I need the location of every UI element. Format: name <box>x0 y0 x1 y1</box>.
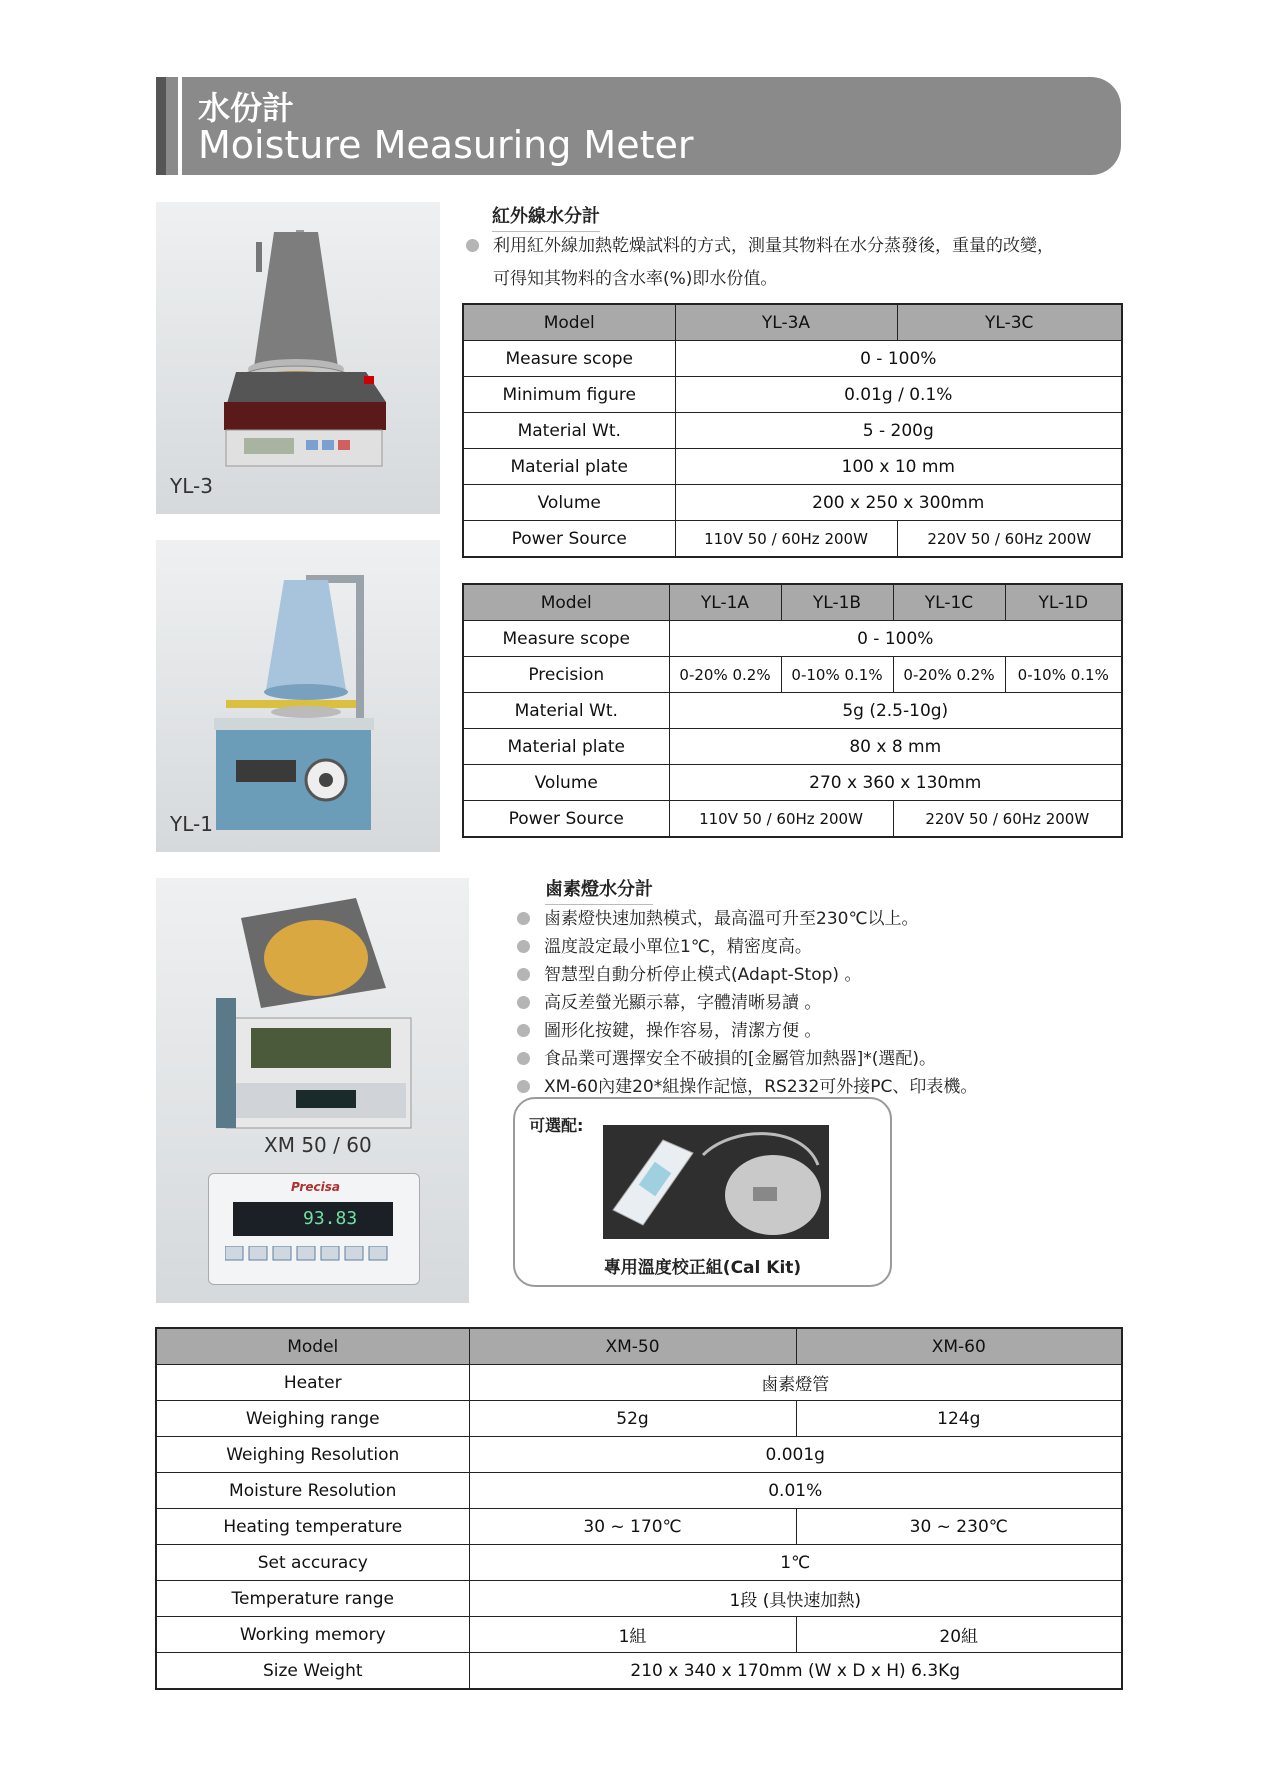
header-cell: XM-50 <box>469 1328 796 1365</box>
table-row <box>463 485 1122 521</box>
table-row <box>156 1437 1122 1473</box>
xm-device-illustration <box>156 878 469 1158</box>
table-row <box>156 1581 1122 1617</box>
row-value: 270 x 360 x 130mm <box>669 765 1122 801</box>
row-value: 1段 (具快速加熱) <box>469 1581 1122 1617</box>
table-row <box>156 1617 1122 1653</box>
bullet-icon <box>517 996 530 1009</box>
table-row <box>156 1328 1122 1365</box>
header-cell: YL-1A <box>669 584 781 621</box>
page-title-en: Moisture Measuring Meter <box>198 123 694 167</box>
bullet-icon <box>517 912 530 925</box>
table-row <box>463 621 1122 657</box>
cal-kit-photo <box>603 1125 829 1239</box>
yl1-device-illustration <box>156 540 440 852</box>
table-row <box>156 1365 1122 1401</box>
row-label: Material plate <box>463 449 675 485</box>
row-label: Temperature range <box>156 1581 469 1617</box>
yl1-spec-table <box>462 583 1123 838</box>
list-item: XM-60內建20*組操作記憶，RS232可外接PC、印表機。 <box>517 1073 977 1101</box>
row-value: 鹵素燈管 <box>469 1365 1122 1401</box>
banner-accent-bar <box>156 77 166 175</box>
yl3-device-illustration <box>156 202 440 514</box>
header-cell: YL-1D <box>1005 584 1122 621</box>
banner-accent-line <box>178 77 182 175</box>
table-row <box>463 801 1122 838</box>
cal-kit-optional-label: 可選配: <box>529 1116 584 1135</box>
row-label: Power Source <box>463 801 669 838</box>
table-row <box>463 729 1122 765</box>
header-cell: Model <box>156 1328 469 1365</box>
row-label: Measure scope <box>463 621 669 657</box>
row-value: 110V 50 / 60Hz 200W <box>675 521 897 558</box>
xm-spec-table <box>155 1327 1123 1690</box>
row-value: 0-10% 0.1% <box>781 657 893 693</box>
xm-label: XM 50 / 60 <box>264 1133 372 1157</box>
header-cell: XM-60 <box>796 1328 1122 1365</box>
header-cell: YL-1B <box>781 584 893 621</box>
row-value: 0-20% 0.2% <box>669 657 781 693</box>
row-value: 0.001g <box>469 1437 1122 1473</box>
row-label: Power Source <box>463 521 675 558</box>
row-value: 210 x 340 x 170mm (W x D x H) 6.3Kg <box>469 1653 1122 1690</box>
row-label: Volume <box>463 485 675 521</box>
table-row <box>156 1653 1122 1690</box>
table-row <box>463 341 1122 377</box>
row-label: Precision <box>463 657 669 693</box>
table-row <box>463 657 1122 693</box>
row-label: Material Wt. <box>463 693 669 729</box>
row-label: Material Wt. <box>463 413 675 449</box>
infrared-desc-cont: 可得知其物料的含水率(%)即水份值。 <box>493 269 778 289</box>
cal-kit-illustration <box>603 1125 829 1239</box>
page-title-zh: 水份計 <box>198 89 295 127</box>
panel-brand-logo: Precisa <box>291 1180 340 1194</box>
row-value: 30 ~ 230℃ <box>796 1509 1122 1545</box>
row-value: 20組 <box>796 1617 1122 1653</box>
row-label: Set accuracy <box>156 1545 469 1581</box>
table-row <box>463 449 1122 485</box>
table-row <box>463 521 1122 558</box>
row-label: Material plate <box>463 729 669 765</box>
table-row <box>463 765 1122 801</box>
yl1-photo <box>156 540 440 852</box>
row-label: Moisture Resolution <box>156 1473 469 1509</box>
bullet-icon <box>466 239 479 252</box>
list-item: 圖形化按鍵，操作容易，清潔方便 。 <box>517 1017 977 1045</box>
bullet-icon <box>517 1024 530 1037</box>
table-row <box>156 1545 1122 1581</box>
row-value: 0.01% <box>469 1473 1122 1509</box>
halogen-title: 鹵素燈水分計 <box>545 875 653 905</box>
header-cell: YL-3A <box>675 304 897 341</box>
row-value: 0 - 100% <box>675 341 1122 377</box>
row-value: 220V 50 / 60Hz 200W <box>893 801 1122 838</box>
bullet-icon <box>517 968 530 981</box>
row-value: 1℃ <box>469 1545 1122 1581</box>
header-cell: YL-1C <box>893 584 1005 621</box>
list-item: 智慧型自動分析停止模式(Adapt-Stop) 。 <box>517 961 977 989</box>
xm-control-panel <box>208 1173 420 1285</box>
row-value: 0-20% 0.2% <box>893 657 1005 693</box>
bullet-icon <box>517 1052 530 1065</box>
table-row <box>463 304 1122 341</box>
row-value: 5g (2.5-10g) <box>669 693 1122 729</box>
row-label: Heater <box>156 1365 469 1401</box>
infrared-title: 紅外線水分計 <box>492 202 600 232</box>
header-cell: Model <box>463 304 675 341</box>
row-label: Weighing range <box>156 1401 469 1437</box>
row-value: 0.01g / 0.1% <box>675 377 1122 413</box>
row-label: Size Weight <box>156 1653 469 1690</box>
row-value: 220V 50 / 60Hz 200W <box>897 521 1122 558</box>
cal-kit-caption: 專用溫度校正組(Cal Kit) <box>603 1258 802 1278</box>
table-row <box>156 1401 1122 1437</box>
table-row <box>463 413 1122 449</box>
table-row <box>463 377 1122 413</box>
header-cell: YL-3C <box>897 304 1122 341</box>
row-value: 110V 50 / 60Hz 200W <box>669 801 893 838</box>
table-row <box>463 584 1122 621</box>
row-label: Measure scope <box>463 341 675 377</box>
list-item: 食品業可選擇安全不破損的[金屬管加熱器]*(選配)。 <box>517 1045 977 1073</box>
panel-keys <box>225 1246 403 1262</box>
yl3-label: YL-3 <box>170 474 213 498</box>
halogen-bullet-list <box>517 905 977 1101</box>
row-value: 200 x 250 x 300mm <box>675 485 1122 521</box>
row-value: 1組 <box>469 1617 796 1653</box>
panel-keys-icon <box>225 1246 403 1262</box>
bullet-icon <box>517 1080 530 1093</box>
header-banner <box>156 77 1121 175</box>
row-value: 100 x 10 mm <box>675 449 1122 485</box>
table-row <box>156 1473 1122 1509</box>
list-item: 鹵素燈快速加熱模式，最高溫可升至230℃以上。 <box>517 905 977 933</box>
xm-photo <box>156 878 469 1303</box>
table-row <box>156 1509 1122 1545</box>
row-label: Heating temperature <box>156 1509 469 1545</box>
panel-display <box>233 1202 393 1236</box>
list-item: 高反差螢光顯示幕，字體清晰易讀 。 <box>517 989 977 1017</box>
row-label: Weighing Resolution <box>156 1437 469 1473</box>
cal-kit-box <box>513 1097 892 1287</box>
yl3-photo <box>156 202 440 514</box>
yl3-spec-table <box>462 303 1123 558</box>
row-value: 30 ~ 170℃ <box>469 1509 796 1545</box>
header-cell: Model <box>463 584 669 621</box>
list-item: 溫度設定最小單位1℃，精密度高。 <box>517 933 977 961</box>
row-value: 0-10% 0.1% <box>1005 657 1122 693</box>
row-value: 0 - 100% <box>669 621 1122 657</box>
row-label: Working memory <box>156 1617 469 1653</box>
row-label: Volume <box>463 765 669 801</box>
yl1-label: YL-1 <box>170 812 213 836</box>
table-row <box>463 693 1122 729</box>
infrared-desc: 利用紅外線加熱乾燥試料的方式，測量其物料在水分蒸發後，重量的改變， <box>466 232 1054 260</box>
row-value: 80 x 8 mm <box>669 729 1122 765</box>
row-value: 5 - 200g <box>675 413 1122 449</box>
row-label: Minimum figure <box>463 377 675 413</box>
bullet-icon <box>517 940 530 953</box>
panel-reading: 93.83 <box>303 1208 358 1229</box>
row-value: 52g <box>469 1401 796 1437</box>
row-value: 124g <box>796 1401 1122 1437</box>
